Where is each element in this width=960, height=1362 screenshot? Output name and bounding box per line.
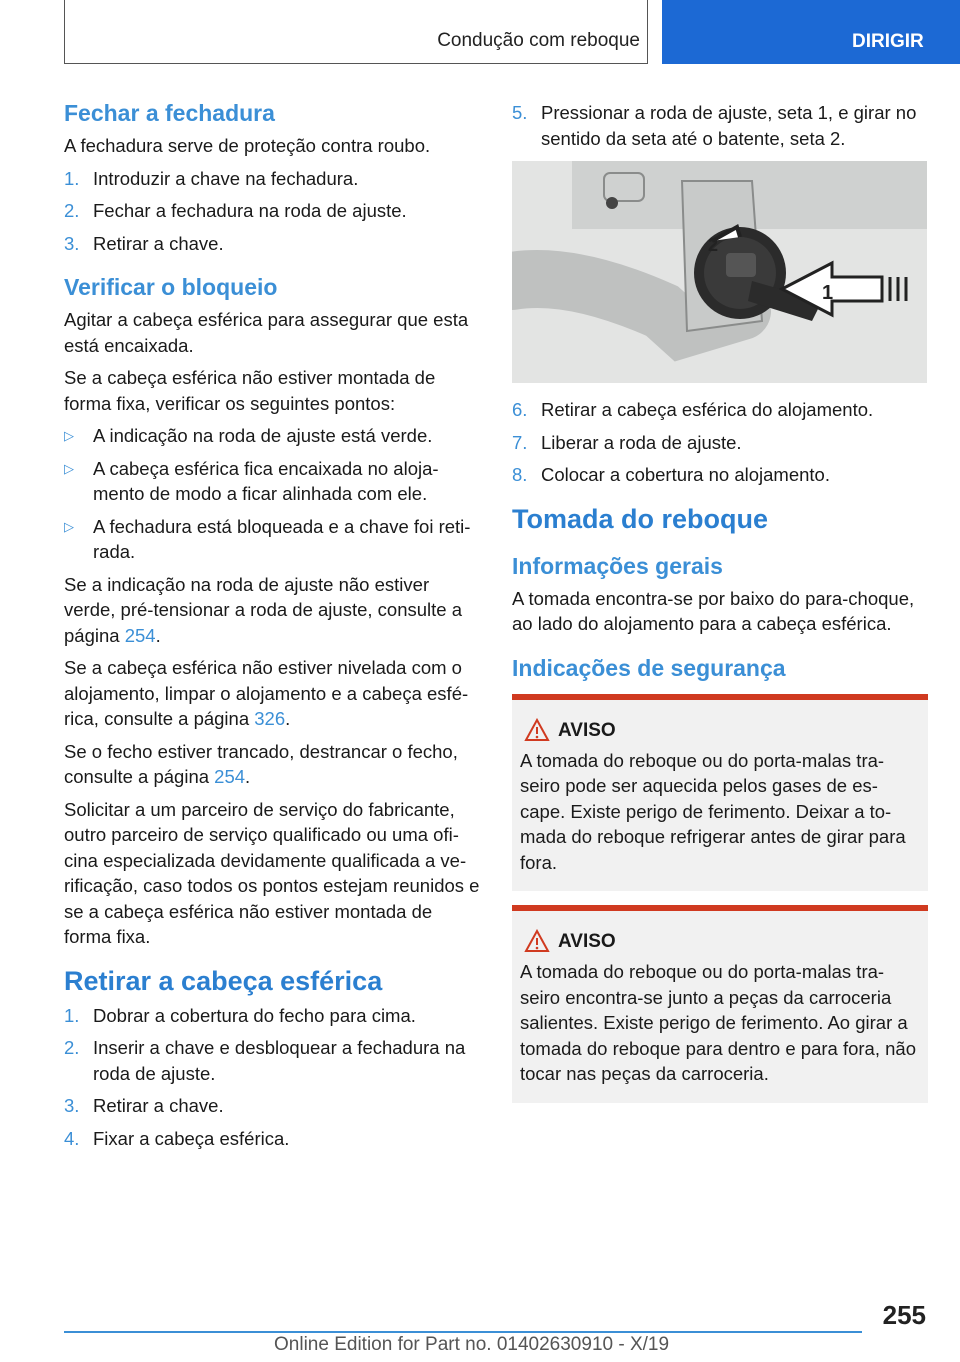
- page-link-254[interactable]: 254: [124, 624, 156, 646]
- tow-hitch-illustration: [512, 161, 927, 383]
- list-item: 4. Fixar a cabeça esférica.: [64, 1127, 290, 1149]
- list-item: 1. Introduzir a chave na fechadura.: [64, 167, 359, 189]
- warning-text: A tomada do reboque ou do porta-malas tra-seiro pode ser aquecida pelos gases de es-cape. Existe perigo de ferimento. Deixar a to-mada do reboque refrigerar antes de girar para fora.: [520, 749, 906, 873]
- para-solicitar: Solicitar a um parceiro de serviço do fabricante, outro parceiro de serviço qualificado ou uma ofi-cina especializada devidamente qualificada a ve-rificação, caso todos os pontos estejam reunidos e se a cabeça esférica não estiver montada de forma fixa.: [64, 798, 480, 947]
- right-column: [512, 100, 928, 1117]
- heading-tomada: Tomada do reboque: [512, 503, 769, 534]
- para-verificar-1: Agitar a cabeça esférica para assegurar que esta está encaixada.: [64, 309, 469, 356]
- list-item: 2. Inserir a chave e desbloquear a fechadura na roda de ajuste.: [64, 1037, 466, 1084]
- para-fecho: Se o fecho estiver trancado, destrancar o fecho, consulte a página 254.: [64, 740, 458, 787]
- heading-retirar: Retirar a cabeça esférica: [64, 965, 383, 996]
- warning-box-2: [512, 905, 928, 1103]
- heading-info: Informações gerais: [512, 552, 723, 579]
- fechar-steps: [64, 166, 482, 257]
- warning-title: AVISO: [558, 931, 616, 952]
- para-nivelada: Se a cabeça esférica não estiver nivelada com o alojamento, limpar o alojamento e a cabeça esfé-rica, consulte a página 326.: [64, 657, 469, 729]
- arrow-label-2: 2: [708, 235, 719, 255]
- header-tab-label: DIRIGIR: [852, 31, 924, 52]
- list-item: 5. Pressionar a roda de ajuste, seta 1, e girar no sentido da seta até o batente, seta 2.: [512, 102, 917, 149]
- header-tab[interactable]: [662, 0, 960, 64]
- list-item: ▷ A indicação na roda de ajuste está verde.: [64, 423, 482, 449]
- heading-seguranca: Indicações de segurança: [512, 654, 786, 681]
- list-item: 3. Retirar a chave.: [64, 1095, 224, 1116]
- warning-text: A tomada do reboque ou do porta-malas tra-seiro encontra-se junto a peças da carroceria salientes. Existe perigo de ferimento. Ao girar a tomada do reboque para dentro e para fora, não tocar nas peças da carroceria.: [520, 961, 916, 1084]
- heading-fechar: Fechar a fechadura: [64, 100, 275, 126]
- page-link-254-b[interactable]: 254: [214, 766, 246, 787]
- header-section-title: Condução com reboque: [437, 30, 640, 51]
- para-verificar-2: Se a cabeça esférica não estiver montada de forma fixa, verificar os seguintes pontos:: [64, 367, 436, 414]
- triangle-bullet-icon: ▷: [64, 460, 74, 476]
- list-item: ▷ A cabeça esférica fica encaixada no aloja-mento de modo a ficar alinhada com ele.: [64, 457, 439, 504]
- check-bullets: [64, 423, 482, 565]
- para-fechar: A fechadura serve de proteção contra roubo.: [64, 135, 431, 156]
- footer-edition: Online Edition for Part no. 01402630910 - X/19: [274, 1334, 670, 1355]
- list-item: 1. Dobrar a cobertura do fecho para cima.: [64, 1004, 416, 1026]
- arrow-label-1: 1: [822, 282, 834, 304]
- list-item: 8. Colocar a cobertura no alojamento.: [512, 464, 830, 485]
- triangle-bullet-icon: ▷: [64, 518, 74, 534]
- steps-after: [512, 397, 928, 488]
- para-indicacao: Se a indicação na roda de ajuste não estiver verde, pré-tensionar a roda de ajuste, consulte a página 254.: [64, 573, 462, 646]
- page-link-326[interactable]: 326: [254, 708, 286, 729]
- list-item: 2. Fechar a fechadura na roda de ajuste.: [64, 200, 407, 221]
- list-item: 6. Retirar a cabeça esférica do alojamento.: [512, 399, 874, 420]
- warning-triangle-icon: [524, 718, 550, 748]
- list-item: 3. Retirar a chave.: [64, 232, 224, 254]
- warning-triangle-icon: [524, 929, 550, 959]
- triangle-bullet-icon: ▷: [64, 428, 74, 443]
- left-column: [64, 100, 482, 1158]
- warning-title: AVISO: [558, 719, 616, 741]
- list-item: 7. Liberar a roda de ajuste.: [512, 431, 742, 453]
- retirar-steps: [64, 1003, 482, 1152]
- para-info: A tomada encontra-se por baixo do para-choque, ao lado do alojamento para a cabeça esférica.: [512, 587, 915, 634]
- footer-rule: [64, 1331, 862, 1333]
- heading-verificar: Verificar o bloqueio: [64, 274, 278, 300]
- step-5: [512, 100, 928, 151]
- list-item: ▷ A fechadura está bloqueada e a chave foi reti-rada.: [64, 515, 471, 562]
- page-number: 255: [882, 1300, 926, 1330]
- warning-box-1: [512, 694, 928, 892]
